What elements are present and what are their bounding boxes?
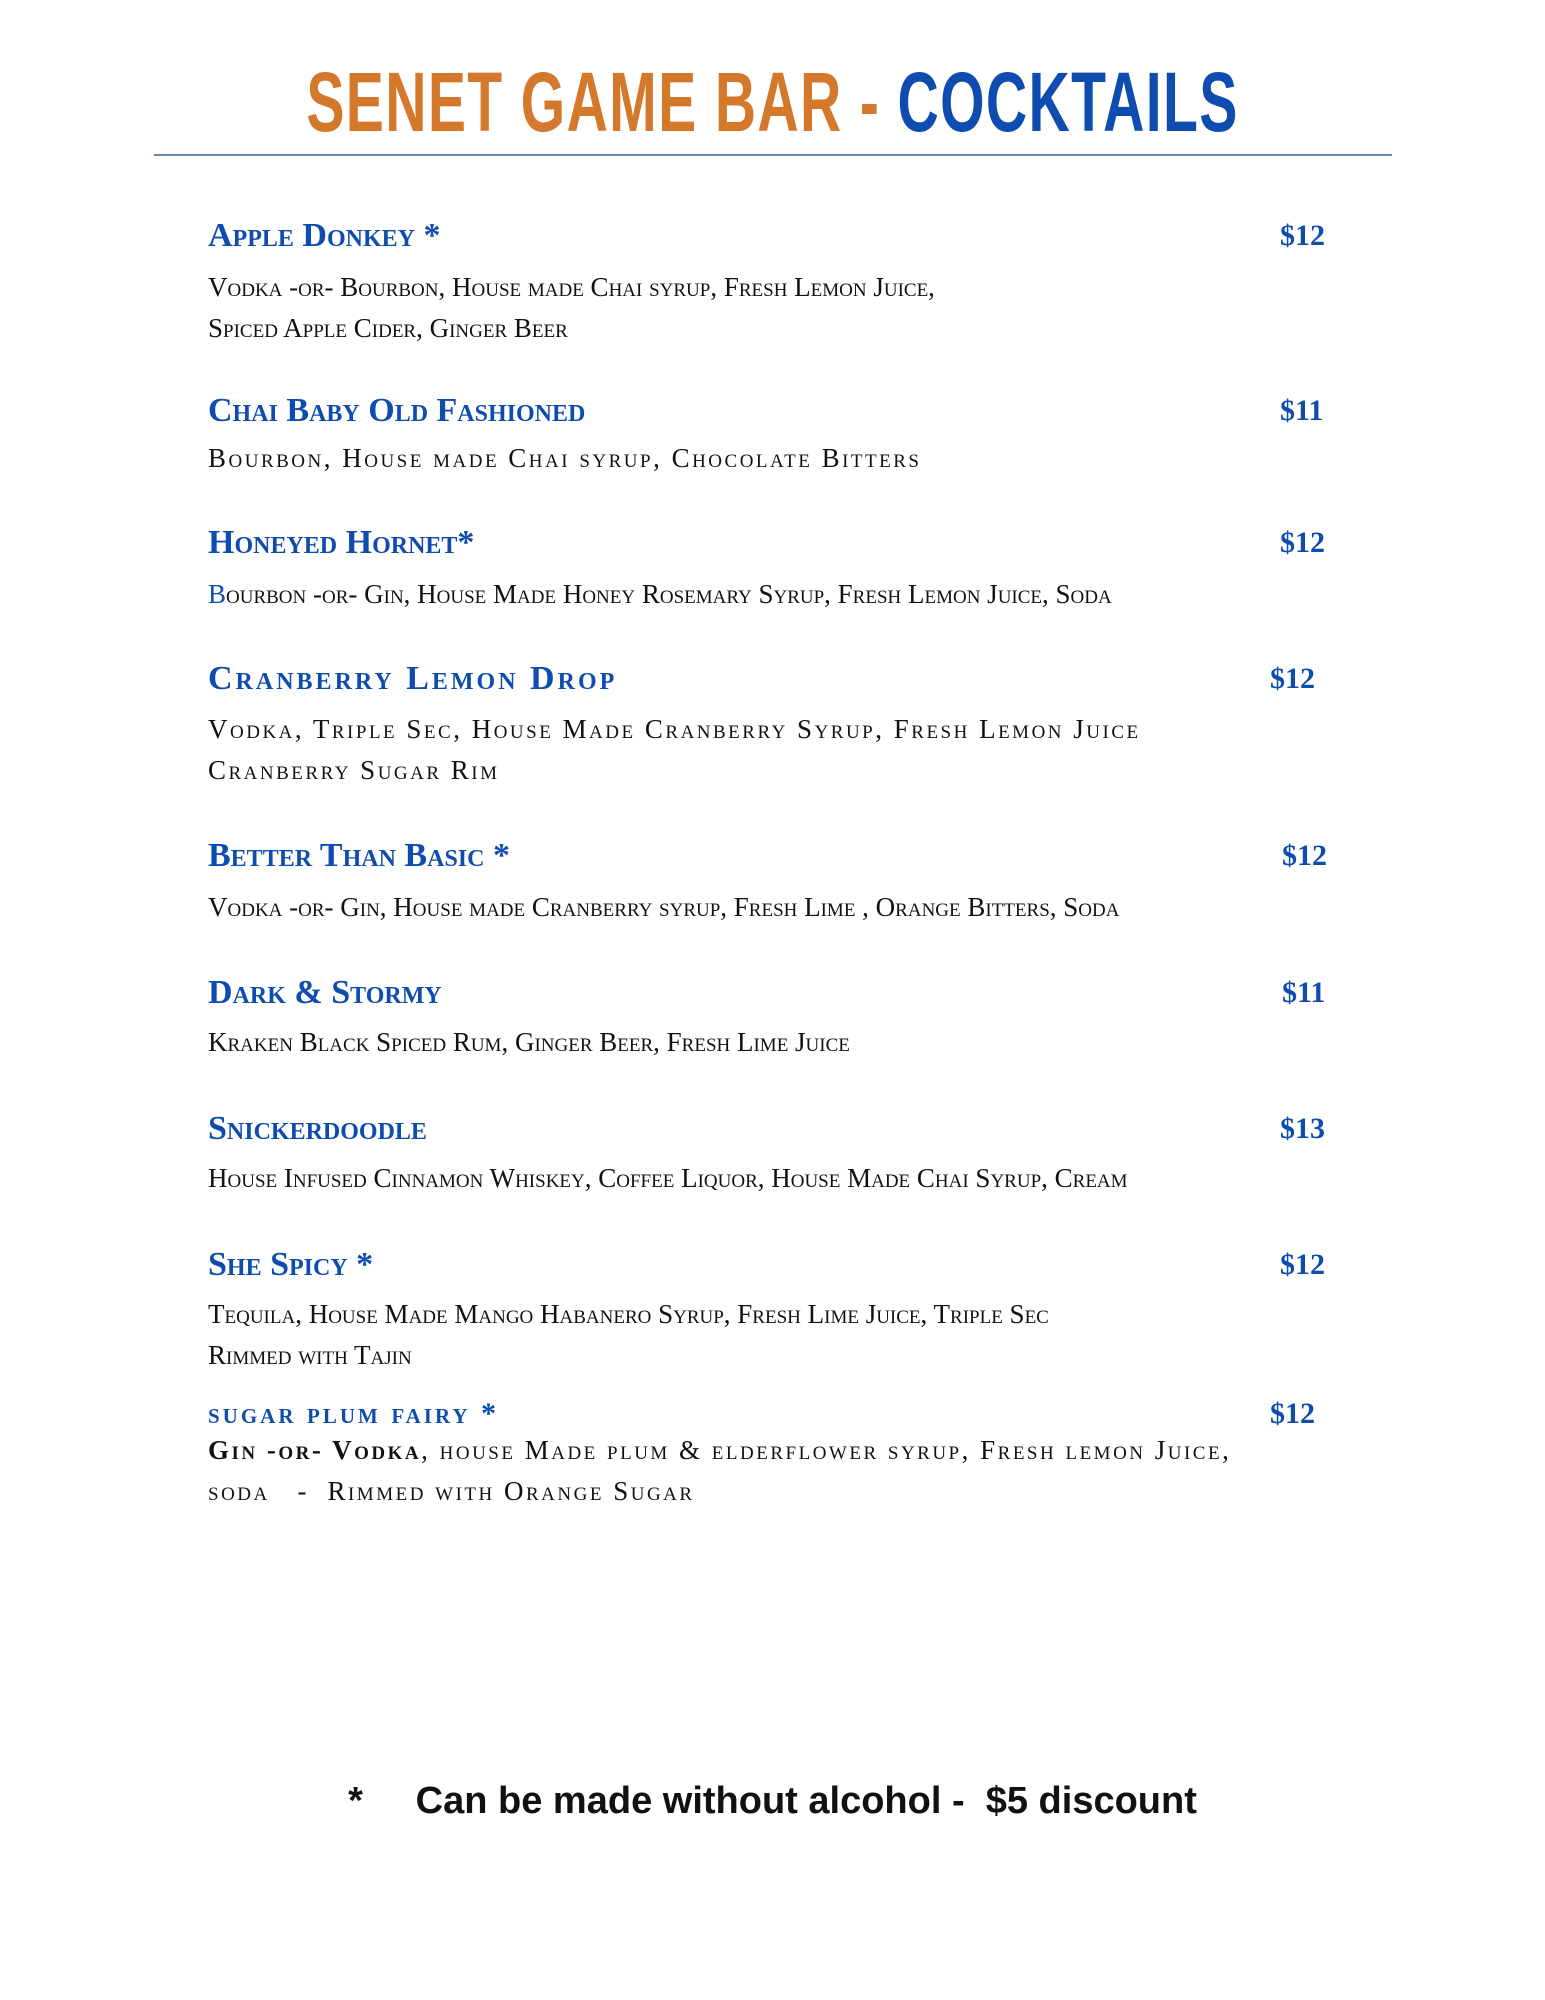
item-description-line: Bourbon, House made Chai syrup, Chocolate Bitters — [208, 443, 922, 473]
item-price: $11 — [1282, 976, 1326, 1009]
item-name: Honeyed Hornet* — [208, 524, 475, 561]
item-name: Apple Donkey * — [208, 217, 441, 254]
item-price: $12 — [1270, 1397, 1315, 1430]
item-price: $13 — [1280, 1112, 1325, 1145]
item-description-line: Rimmed with Tajin — [208, 1340, 412, 1370]
item-description-line: Cranberry Sugar Rim — [208, 755, 500, 785]
item-description-line — [208, 1429, 1231, 1471]
item-price: $11 — [1280, 394, 1324, 427]
item-description-bold-prefix: Gin -or- Vodka — [208, 1435, 422, 1465]
item-name: Dark & Stormy — [208, 974, 442, 1011]
item-price: $12 — [1270, 662, 1315, 695]
item-name: She Spicy * — [208, 1246, 374, 1283]
item-description-line: Kraken Black Spiced Rum, Ginger Beer, Fresh Lime Juice — [208, 1027, 850, 1057]
item-price: $12 — [1282, 839, 1327, 872]
item-name: Chai Baby Old Fashioned — [208, 392, 586, 429]
menu-title — [247, 52, 1298, 152]
item-description-line: House Infused Cinnamon Whiskey, Coffee Liquor, House Made Chai Syrup, Cream — [208, 1163, 1128, 1193]
item-description-rest: ourbon -or- Gin, House Made Honey Rosemary Syrup, Fresh Lemon Juice, Soda — [226, 579, 1112, 609]
item-price: $12 — [1280, 219, 1325, 252]
non-alcoholic-note: * Can be made without alcohol - $5 discount — [348, 1780, 1197, 1822]
item-price: $12 — [1280, 1248, 1325, 1281]
item-description-line: Vodka -or- Gin, House made Cranberry syrup, Fresh Lime , Orange Bitters, Soda — [208, 892, 1120, 922]
menu-title-separator: - — [842, 55, 898, 149]
item-description-line: soda - Rimmed with Orange Sugar — [208, 1476, 695, 1506]
item-name: Cranberry Lemon Drop — [208, 660, 618, 697]
item-description-line: Tequila, House Made Mango Habanero Syrup, Fresh Lime Juice, Triple Sec — [208, 1299, 1049, 1329]
item-price: $12 — [1280, 526, 1325, 559]
item-description-rest: , house Made plum & elderflower syrup, Fresh lemon Juice, — [421, 1435, 1232, 1465]
item-description-line: Vodka -or- Bourbon, House made Chai syrup, Fresh Lemon Juice, — [208, 272, 935, 302]
item-description-line — [208, 573, 1112, 615]
item-name: Snickerdoodle — [208, 1110, 427, 1147]
menu-title-bar-name: SENET GAME BAR — [306, 55, 843, 149]
item-name: sugar plum fairy * — [208, 1397, 500, 1430]
item-description-initial: B — [208, 579, 227, 609]
item-description-line: Vodka, Triple Sec, House Made Cranberry Syrup, Fresh Lemon Juice — [208, 714, 1141, 744]
header-divider — [154, 154, 1392, 156]
menu-title-section: COCKTAILS — [897, 55, 1239, 149]
item-name: Better Than Basic * — [208, 837, 510, 874]
item-description-line: Spiced Apple Cider, Ginger Beer — [208, 313, 568, 343]
